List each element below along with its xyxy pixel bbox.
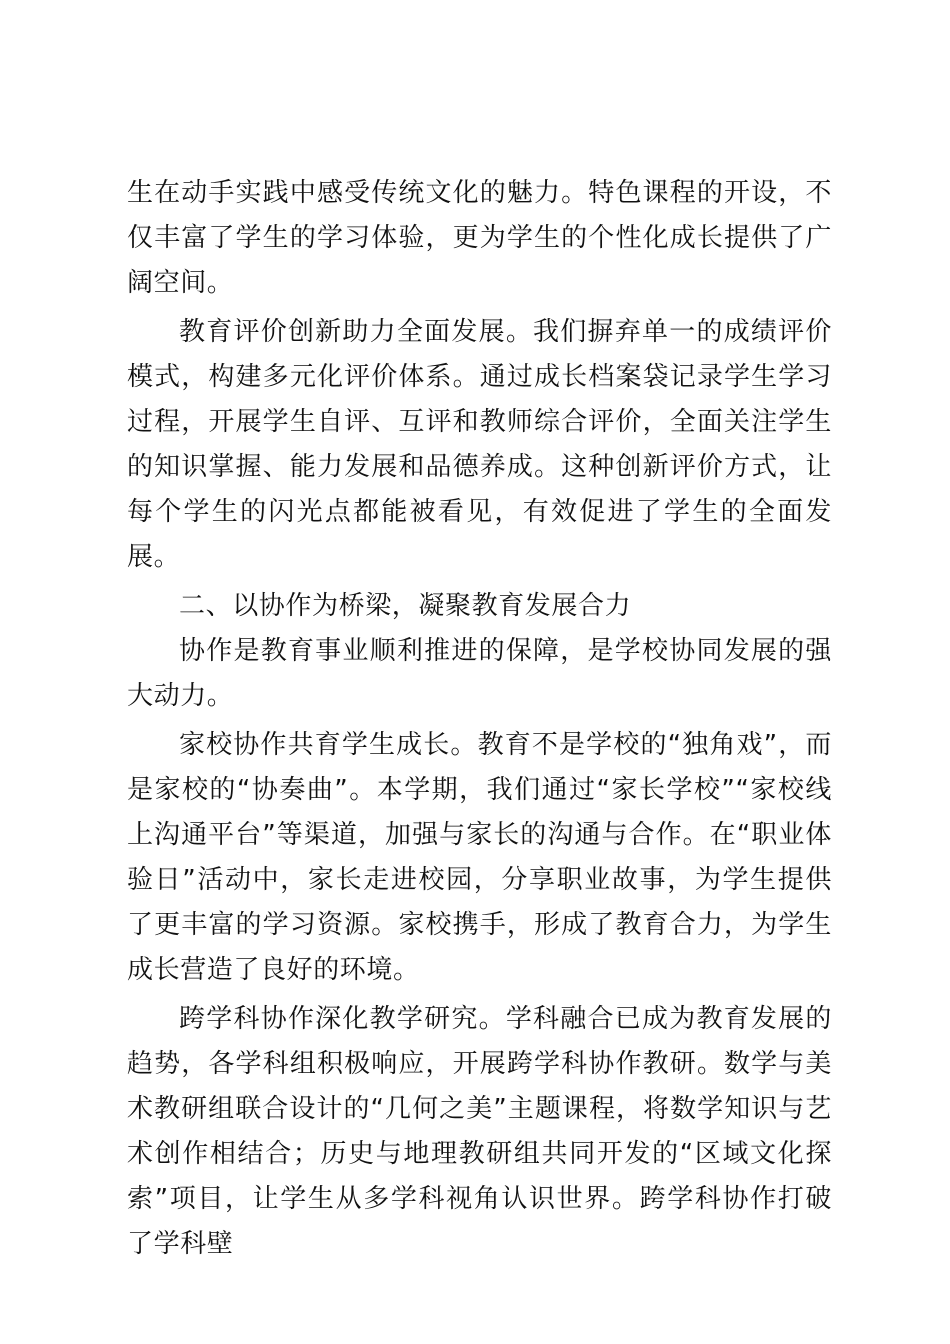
paragraph-interdisciplinary: 跨学科协作深化教学研究。学科融合已成为教育发展的趋势，各学科组积极响应，开展跨学科协作教研。数学与美术教研组联合设计的“几何之美”主题课程，将数学知识与艺术创作相结合；历史与地理教研组共同开发的“区域文化探索”项目，让学生从多学科视角认识世界。跨学科协作打破了学科壁	[127, 1004, 832, 1259]
paragraph-home-school: 家校协作共育学生成长。教育不是学校的“独角戏”，而是家校的“协奏曲”。本学期，我们通过“家长学校”“家校线上沟通平台”等渠道，加强与家长的沟通与合作。在“职业体验日”活动中，家长走进校园，分享职业故事，为学生提供了更丰富的学习资源。家校携手，形成了教育合力，为学生成长营造了良好的环境。	[127, 730, 832, 985]
paragraph-evaluation-innovation: 教育评价创新助力全面发展。我们摒弃单一的成绩评价模式，构建多元化评价体系。通过成长档案袋记录学生学习过程，开展学生自评、互评和教师综合评价，全面关注学生的知识掌握、能力发展和品德养成。这种创新评价方式，让每个学生的闪光点都能被看见，有效促进了学生的全面发展。	[127, 317, 832, 572]
section-heading: 二、以协作为桥梁，凝聚教育发展合力	[179, 591, 632, 621]
paragraph-continuation: 生在动手实践中感受传统文化的魅力。特色课程的开设，不仅丰富了学生的学习体验，更为学生的个性化成长提供了广阔空间。	[127, 178, 832, 298]
paragraph-collaboration-intro: 协作是教育事业顺利推进的保障，是学校协同发展的强大动力。	[127, 636, 832, 711]
document-body	[127, 171, 832, 1267]
